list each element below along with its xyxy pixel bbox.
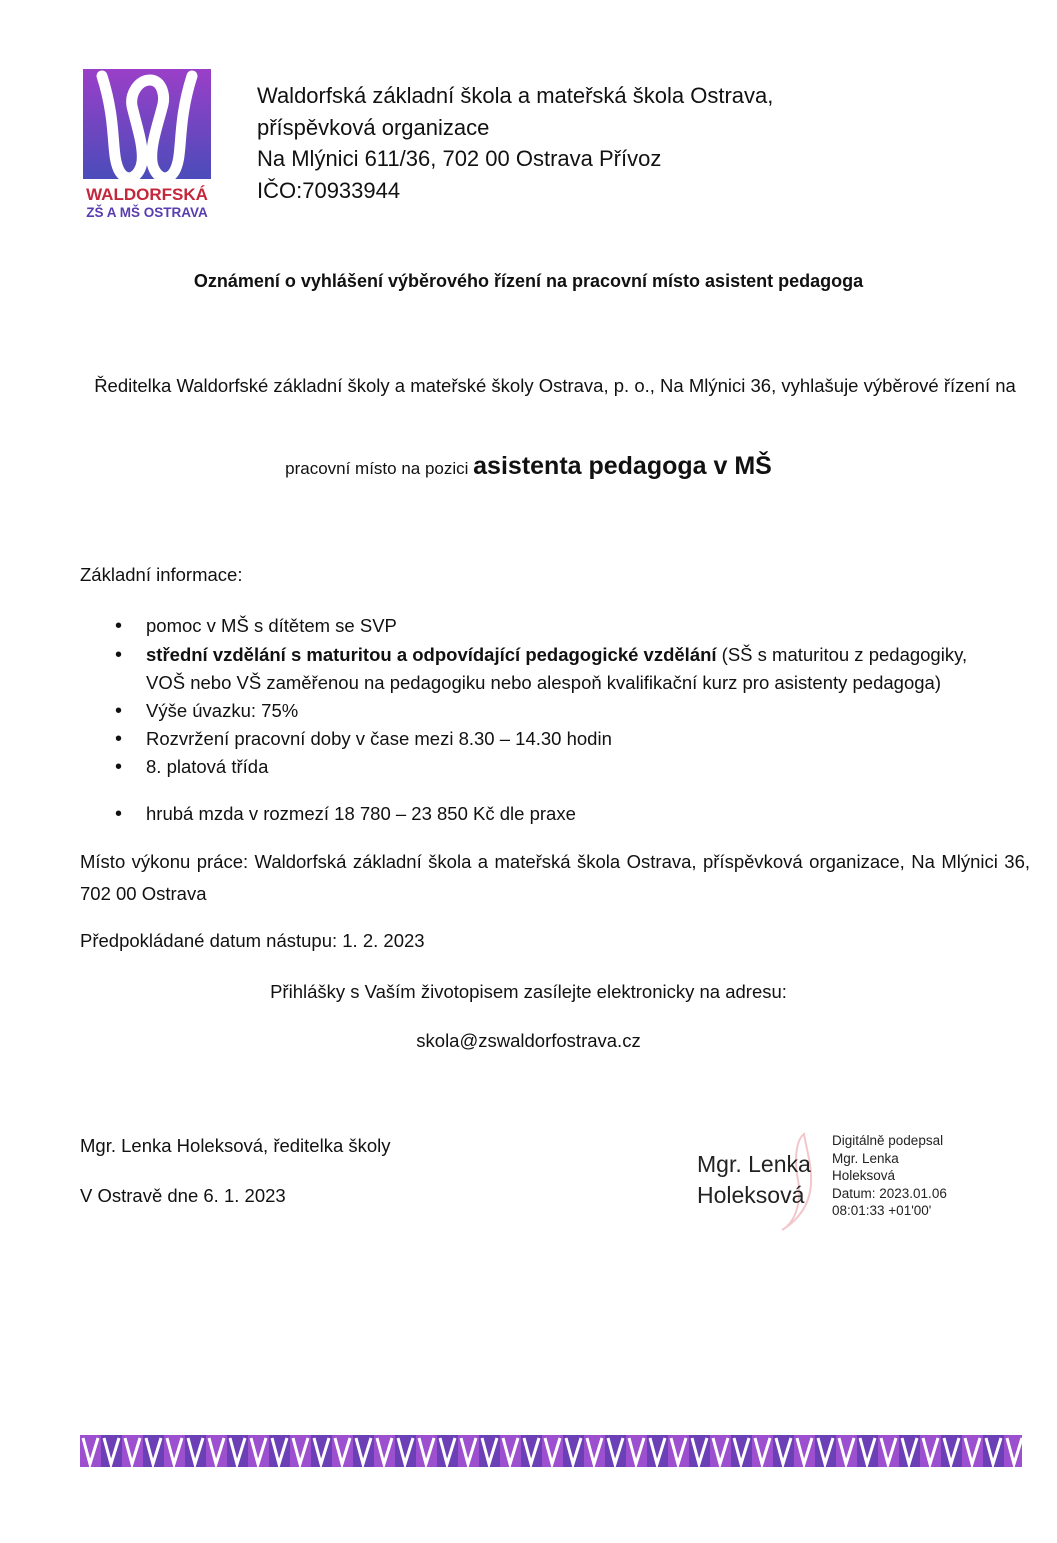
list-item: • hrubá mzda v rozmezí 18 780 – 23 850 Kč dle praxe: [146, 800, 576, 828]
footer-pattern-icon: [80, 1435, 1022, 1467]
signature-name-line: Holeksová: [697, 1182, 805, 1208]
position-line: [0, 452, 1057, 481]
contact-email[interactable]: skola@zswaldorfostrava.cz: [416, 1030, 641, 1051]
list-item: • pomoc v MŠ s dítětem se SVP: [146, 612, 397, 640]
header-line: IČO:70933944: [257, 177, 401, 203]
document-title: Oznámení o vyhlášení výběrového řízení na pracovní místo asistent pedagoga: [193, 271, 864, 291]
signer-line: Mgr. Lenka Holeksová, ředitelka školy: [80, 1135, 391, 1156]
signature-info-line: Datum: 2023.01.06: [832, 1185, 947, 1201]
intro-paragraph: Ředitelka Waldorfské základní školy a mateřské školy Ostrava, p. o., Na Mlýnici 36, vyhlašuje výběrové řízení na: [94, 375, 1016, 396]
footer-decorative-band: [80, 1435, 1022, 1467]
position-emphasis: asistenta pedagoga v MŠ: [473, 452, 772, 480]
application-instructions: Přihlášky s Vaším životopisem zasílejte elektronicky na adresu:: [270, 981, 787, 1002]
logo-text-2: ZŠ A MŠ OSTRAVA: [86, 205, 208, 220]
header-line: příspěvková organizace: [257, 114, 490, 140]
list-item: • Výše úvazku: 75%: [146, 697, 298, 725]
list-item-bold: střední vzdělání s maturitou a odpovídající pedagogické vzdělání: [146, 644, 717, 665]
document-date: V Ostravě dne 6. 1. 2023: [80, 1185, 286, 1206]
list-item-line2: VOŠ nebo VŠ zaměřenou na pedagogiku nebo alespoň kvalifikační kurz pro asistenty pedagoga): [146, 672, 941, 693]
list-item: • 8. platová třída: [146, 753, 268, 781]
signature-info: [832, 1132, 947, 1220]
signature-name: [697, 1149, 811, 1211]
school-header: [257, 80, 773, 206]
list-item: [146, 641, 1026, 697]
waldorf-logo-icon: [80, 66, 214, 222]
list-item: • Rozvržení pracovní doby v čase mezi 8.30 – 14.30 hodin: [146, 725, 612, 753]
header-line: Waldorfská základní škola a mateřská škola Ostrava,: [257, 83, 774, 108]
start-date: Předpokládané datum nástupu: 1. 2. 2023: [80, 930, 425, 951]
position-prefix: pracovní místo na pozici: [285, 459, 474, 478]
signature-name-line: Mgr. Lenka: [697, 1151, 811, 1177]
signature-info-line: Holeksová: [832, 1168, 896, 1183]
logo-text-1: WALDORFSKÁ: [86, 185, 208, 204]
list-item-rest: (SŠ s maturitou z pedagogiky,: [716, 644, 968, 665]
signature-info-line: 08:01:33 +01'00': [832, 1203, 932, 1218]
signature-info-line: Digitálně podepsal: [832, 1133, 944, 1148]
header-line: Na Mlýnici 611/36, 702 00 Ostrava Přívoz: [257, 146, 662, 171]
workplace-paragraph: Místo výkonu práce: Waldorfská základní škola a mateřská škola Ostrava, příspěvková organizace, Na Mlýnici 36, 702 00 Ostrava: [80, 851, 1030, 904]
signature-info-line: Mgr. Lenka: [832, 1150, 899, 1166]
basic-info-heading: Základní informace:: [80, 564, 243, 585]
school-logo: [80, 66, 214, 222]
